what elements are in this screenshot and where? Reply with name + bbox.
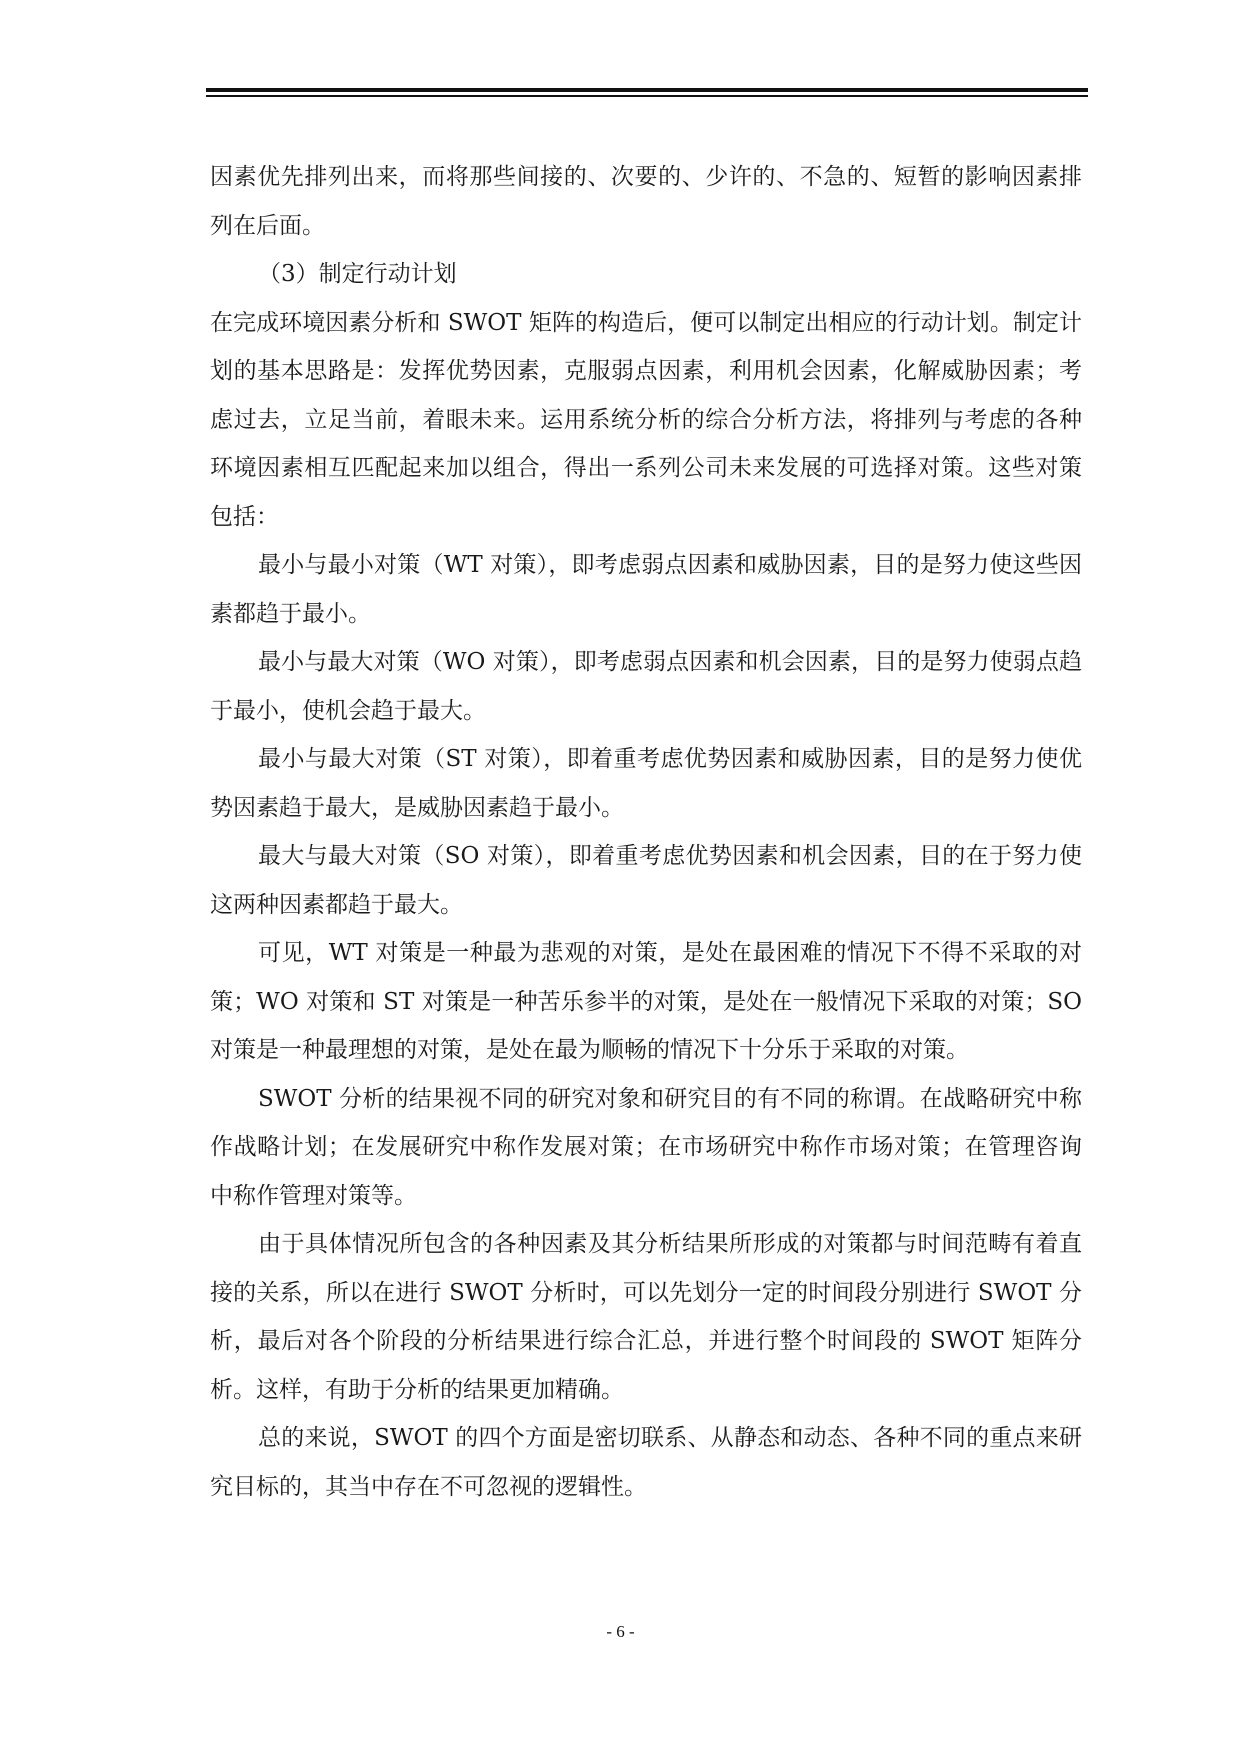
paragraph: 可见，WT 对策是一种最为悲观的对策，是处在最困难的情况下不得不采取的对策；WO 对策和 ST 对策是一种苦乐参半的对策，是处在一般情况下采取的对策；SO 对策是一种最理想的对策，是处在最为顺畅的情况下十分乐于采取的对策。 — [210, 940, 1082, 1063]
paragraph: 在完成环境因素分析和 SWOT 矩阵的构造后，便可以制定出相应的行动计划。制定计划的基本思路是：发挥优势因素，克服弱点因素，利用机会因素，化解威胁因素；考虑过去，立足当前，着眼未来。运用系统分析的综合分析方法，将排列与考虑的各种环境因素相互匹配起来加以组合，得出一系列公司未来发展的可选择对策。这些对策包括： — [210, 309, 1082, 530]
page-number: - 6 - — [606, 1622, 635, 1641]
header-rule — [206, 88, 1088, 97]
paragraph: 因素优先排列出来，而将那些间接的、次要的、少许的、不急的、短暂的影响因素排列在后面。 — [210, 164, 1082, 239]
header-rule-thin — [206, 95, 1088, 97]
paragraph-st-strategy: 最小与最大对策（ST 对策），即着重考虑优势因素和威胁因素，目的是努力使优势因素趋于最大，是威胁因素趋于最小。 — [210, 746, 1082, 821]
paragraph-so-strategy: 最大与最大对策（SO 对策），即着重考虑优势因素和机会因素，目的在于努力使这两种因素都趋于最大。 — [210, 843, 1082, 918]
paragraph: 总的来说，SWOT 的四个方面是密切联系、从静态和动态、各种不同的重点来研究目标的，其当中存在不可忽视的逻辑性。 — [210, 1425, 1082, 1500]
paragraph-wo-strategy: 最小与最大对策（WO 对策），即考虑弱点因素和机会因素，目的是努力使弱点趋于最小，使机会趋于最大。 — [210, 649, 1082, 724]
paragraph: SWOT 分析的结果视不同的研究对象和研究目的有不同的称谓。在战略研究中称作战略计划；在发展研究中称作发展对策；在市场研究中称作市场对策；在管理咨询中称作管理对策等。 — [210, 1085, 1082, 1209]
paragraph: 由于具体情况所包含的各种因素及其分析结果所形成的对策都与时间范畴有着直接的关系，所以在进行 SWOT 分析时，可以先划分一定的时间段分别进行 SWOT 分析，最后对各个阶段的分析结果进行综合汇总，并进行整个时间段的 SWOT 矩阵分析。这样，有助于分析的结果更加精确。 — [210, 1231, 1082, 1403]
page-body — [210, 153, 1082, 1511]
section-heading: （3）制定行动计划 — [258, 261, 457, 287]
paragraph-wt-strategy: 最小与最小对策（WT 对策），即考虑弱点因素和威胁因素，目的是努力使这些因素都趋于最小。 — [210, 552, 1082, 627]
